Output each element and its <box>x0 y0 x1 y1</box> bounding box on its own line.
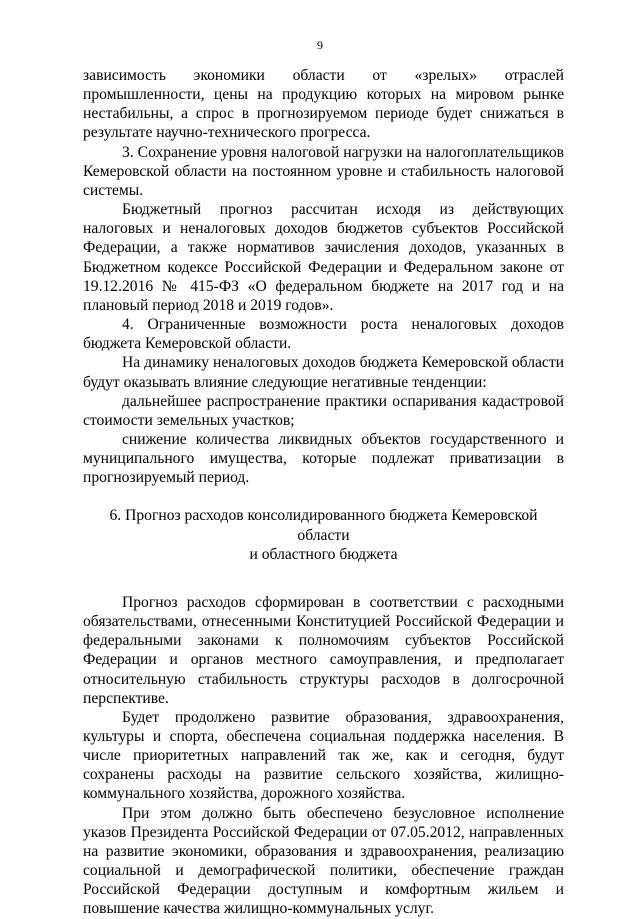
section-heading-line-1: 6. Прогноз расходов консолидированного бюджета Кемеровской области <box>109 507 538 544</box>
section-heading-line-2: и областного бюджета <box>249 545 398 563</box>
paragraph-continuation: зависимость экономики области от «зрелых» отраслей промышленности, цены на продукцию которых на мировом рынке нестабильны, а спрос в прогнозируемом периоде будет снижаться в результате научно-технического прогресса. <box>83 67 564 142</box>
paragraph-priorities: Будет продолжено развитие образования, здравоохранения, культуры и спорта, обеспечена социальная поддержка населения. В числе приоритетных направлений так же, как и сегодня, будут сохранены расходы на развитие сельского хозяйства, жилищно-коммунального хозяйства, дорожного хозяйства. <box>83 708 564 803</box>
spacer <box>83 564 564 593</box>
page-number: 9 <box>317 38 323 52</box>
spacer <box>83 487 564 506</box>
paragraph-presidential-decrees: При этом должно быть обеспечено безусловное исполнение указов Президента Российской Федерации от 07.05.2012, направленных на развитие экономики, образования и здравоохранения, реализацию социальной и демографической политики, обеспечение граждан Российской Федерации доступным и комфортным жильем и повышение качества жилищно-коммунальных услуг. <box>83 804 564 918</box>
paragraph-non-tax-dynamics: На динамику неналоговых доходов бюджета Кемеровской области будут оказывать влияние следующие негативные тенденции: <box>83 354 564 391</box>
paragraph-privatization: снижение количества ликвидных объектов государственного и муниципального имущества, которые подлежат приватизации в прогнозируемый период. <box>83 430 564 487</box>
paragraph-item-3: 3. Сохранение уровня налоговой нагрузки на налогоплательщиков Кемеровской области на постоянном уровне и стабильность налоговой системы. <box>83 143 564 199</box>
paragraph-budget-forecast: Бюджетный прогноз рассчитан исходя из действующих налоговых и неналоговых доходов бюджетов субъектов Российской Федерации, а также нормативов зачисления доходов, указанных в Бюджетном кодексе Российской Федерации и Федеральном законе от 19.12.2016 № 415-ФЗ «О федеральном бюджете на 2017 год и на плановый период 2018 и 2019 годов». <box>83 201 564 314</box>
paragraph-item-4: 4. Ограниченные возможности роста неналоговых доходов бюджета Кемеровской области. <box>83 316 564 353</box>
paragraph-cadastral: дальнейшее распространение практики оспаривания кадастровой стоимости земельных участков; <box>83 392 564 429</box>
document-body <box>83 66 564 919</box>
section-heading <box>83 506 564 563</box>
paragraph-expense-forecast: Прогноз расходов сформирован в соответствии с расходными обязательствами, отнесенными Конституцией Российской Федерации и федеральными законами к полномочиям субъектов Российской Федерации и органов местного самоуправления, и предполагает относительную стабильность структуры расходов в долгосрочной перспективе. <box>83 593 564 707</box>
